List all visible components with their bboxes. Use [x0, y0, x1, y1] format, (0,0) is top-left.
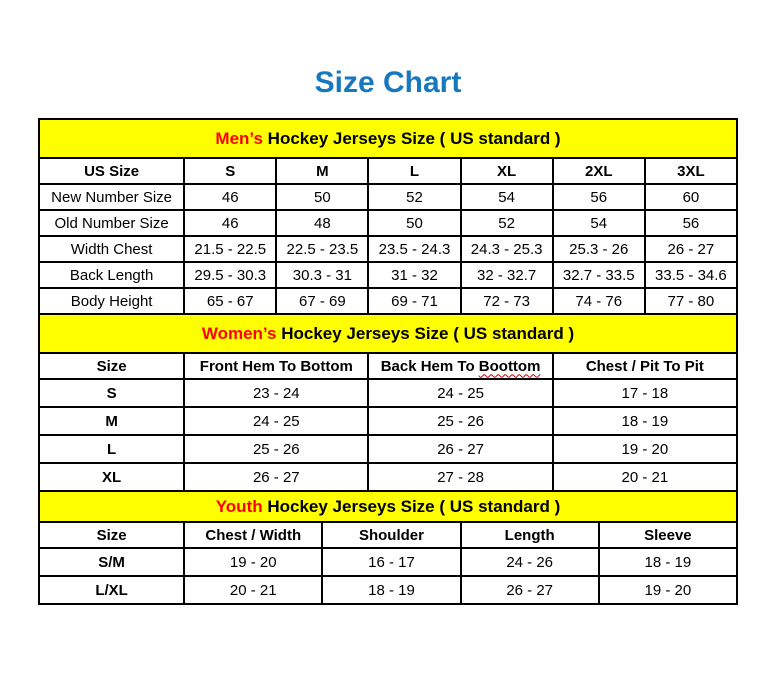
table-row: [39, 576, 737, 604]
table-cell: 24 - 25: [184, 407, 368, 435]
header-row: [39, 158, 737, 184]
banner-row: [39, 314, 737, 353]
table-cell: 26 - 27: [368, 435, 552, 463]
table-cell: Back Length: [39, 262, 184, 288]
column-header: US Size: [39, 158, 184, 184]
table-row: [39, 184, 737, 210]
table-cell: 48: [276, 210, 368, 236]
table-cell: 52: [368, 184, 460, 210]
table-cell: 18 - 19: [599, 548, 737, 576]
table-row: [39, 407, 737, 435]
table-cell: 26 - 27: [645, 236, 737, 262]
banner-text: Hockey Jerseys Size ( US standard ): [262, 128, 561, 148]
table-cell: 16 - 17: [322, 548, 460, 576]
table-row: [39, 435, 737, 463]
banner-text: Hockey Jerseys Size ( US standard ): [262, 496, 561, 516]
page-title: Size Chart: [314, 66, 462, 99]
table-cell: L/XL: [39, 576, 184, 604]
table-cell: XL: [39, 463, 184, 491]
youth-section-banner: [39, 491, 737, 522]
table-cell: 19 - 20: [599, 576, 737, 604]
table-cell: 19 - 20: [184, 548, 322, 576]
table-cell: 72 - 73: [461, 288, 553, 314]
table-cell: 56: [645, 210, 737, 236]
table-cell: 60: [645, 184, 737, 210]
table-cell: 20 - 21: [184, 576, 322, 604]
table-cell: 74 - 76: [553, 288, 645, 314]
table-cell: 67 - 69: [276, 288, 368, 314]
mens-section-banner: [39, 119, 737, 158]
youth-size-table: [38, 490, 738, 605]
table-row: [39, 548, 737, 576]
banner-row: [39, 491, 737, 522]
table-cell: 52: [461, 210, 553, 236]
banner-highlight: Youth: [215, 496, 263, 516]
column-header: Length: [461, 522, 599, 548]
table-cell: L: [39, 435, 184, 463]
column-header: S: [184, 158, 276, 184]
table-cell: Width Chest: [39, 236, 184, 262]
table-cell: 25.3 - 26: [553, 236, 645, 262]
column-header: Chest / Pit To Pit: [553, 353, 737, 379]
banner-row: [39, 119, 737, 158]
table-cell: 30.3 - 31: [276, 262, 368, 288]
table-cell: 26 - 27: [461, 576, 599, 604]
misspelled-word: Boottom: [478, 357, 541, 375]
column-header: Front Hem To Bottom: [184, 353, 368, 379]
size-tables: [38, 118, 738, 605]
column-header: L: [368, 158, 460, 184]
table-cell: 46: [184, 210, 276, 236]
table-cell: 23 - 24: [184, 379, 368, 407]
table-cell: 65 - 67: [184, 288, 276, 314]
table-cell: 56: [553, 184, 645, 210]
table-cell: 54: [461, 184, 553, 210]
table-cell: 18 - 19: [322, 576, 460, 604]
mens-size-table: [38, 118, 738, 315]
table-row: [39, 210, 737, 236]
column-header: XL: [461, 158, 553, 184]
womens-section-banner: [39, 314, 737, 353]
table-cell: 54: [553, 210, 645, 236]
table-cell: 25 - 26: [184, 435, 368, 463]
table-cell: 22.5 - 23.5: [276, 236, 368, 262]
table-cell: M: [39, 407, 184, 435]
table-cell: 31 - 32: [368, 262, 460, 288]
table-cell: 27 - 28: [368, 463, 552, 491]
column-header: Sleeve: [599, 522, 737, 548]
table-cell: New Number Size: [39, 184, 184, 210]
banner-highlight: Men’s: [215, 128, 263, 148]
column-header: Size: [39, 522, 184, 548]
column-header: [368, 353, 552, 379]
column-header: Size: [39, 353, 184, 379]
table-cell: 33.5 - 34.6: [645, 262, 737, 288]
table-cell: 18 - 19: [553, 407, 737, 435]
table-cell: 26 - 27: [184, 463, 368, 491]
table-cell: 24 - 26: [461, 548, 599, 576]
column-header: M: [276, 158, 368, 184]
table-cell: 32 - 32.7: [461, 262, 553, 288]
table-cell: S/M: [39, 548, 184, 576]
table-cell: 17 - 18: [553, 379, 737, 407]
table-cell: 29.5 - 30.3: [184, 262, 276, 288]
table-cell: 25 - 26: [368, 407, 552, 435]
table-cell: 21.5 - 22.5: [184, 236, 276, 262]
table-cell: 50: [276, 184, 368, 210]
banner-highlight: Women’s: [201, 323, 277, 343]
header-row: [39, 353, 737, 379]
table-row: [39, 262, 737, 288]
table-cell: S: [39, 379, 184, 407]
table-row: [39, 288, 737, 314]
womens-size-table: [38, 313, 738, 492]
table-cell: Body Height: [39, 288, 184, 314]
header-text: Back Hem To: [380, 357, 479, 375]
table-cell: 69 - 71: [368, 288, 460, 314]
column-header: Chest / Width: [184, 522, 322, 548]
table-row: [39, 236, 737, 262]
table-cell: 50: [368, 210, 460, 236]
table-cell: 24 - 25: [368, 379, 552, 407]
table-cell: Old Number Size: [39, 210, 184, 236]
column-header: Shoulder: [322, 522, 460, 548]
table-cell: 23.5 - 24.3: [368, 236, 460, 262]
table-row: [39, 379, 737, 407]
table-cell: 20 - 21: [553, 463, 737, 491]
column-header: 2XL: [553, 158, 645, 184]
banner-text: Hockey Jerseys Size ( US standard ): [276, 323, 575, 343]
table-cell: 46: [184, 184, 276, 210]
table-cell: 24.3 - 25.3: [461, 236, 553, 262]
table-row: [39, 463, 737, 491]
table-cell: 77 - 80: [645, 288, 737, 314]
table-cell: 19 - 20: [553, 435, 737, 463]
column-header: 3XL: [645, 158, 737, 184]
table-cell: 32.7 - 33.5: [553, 262, 645, 288]
header-row: [39, 522, 737, 548]
